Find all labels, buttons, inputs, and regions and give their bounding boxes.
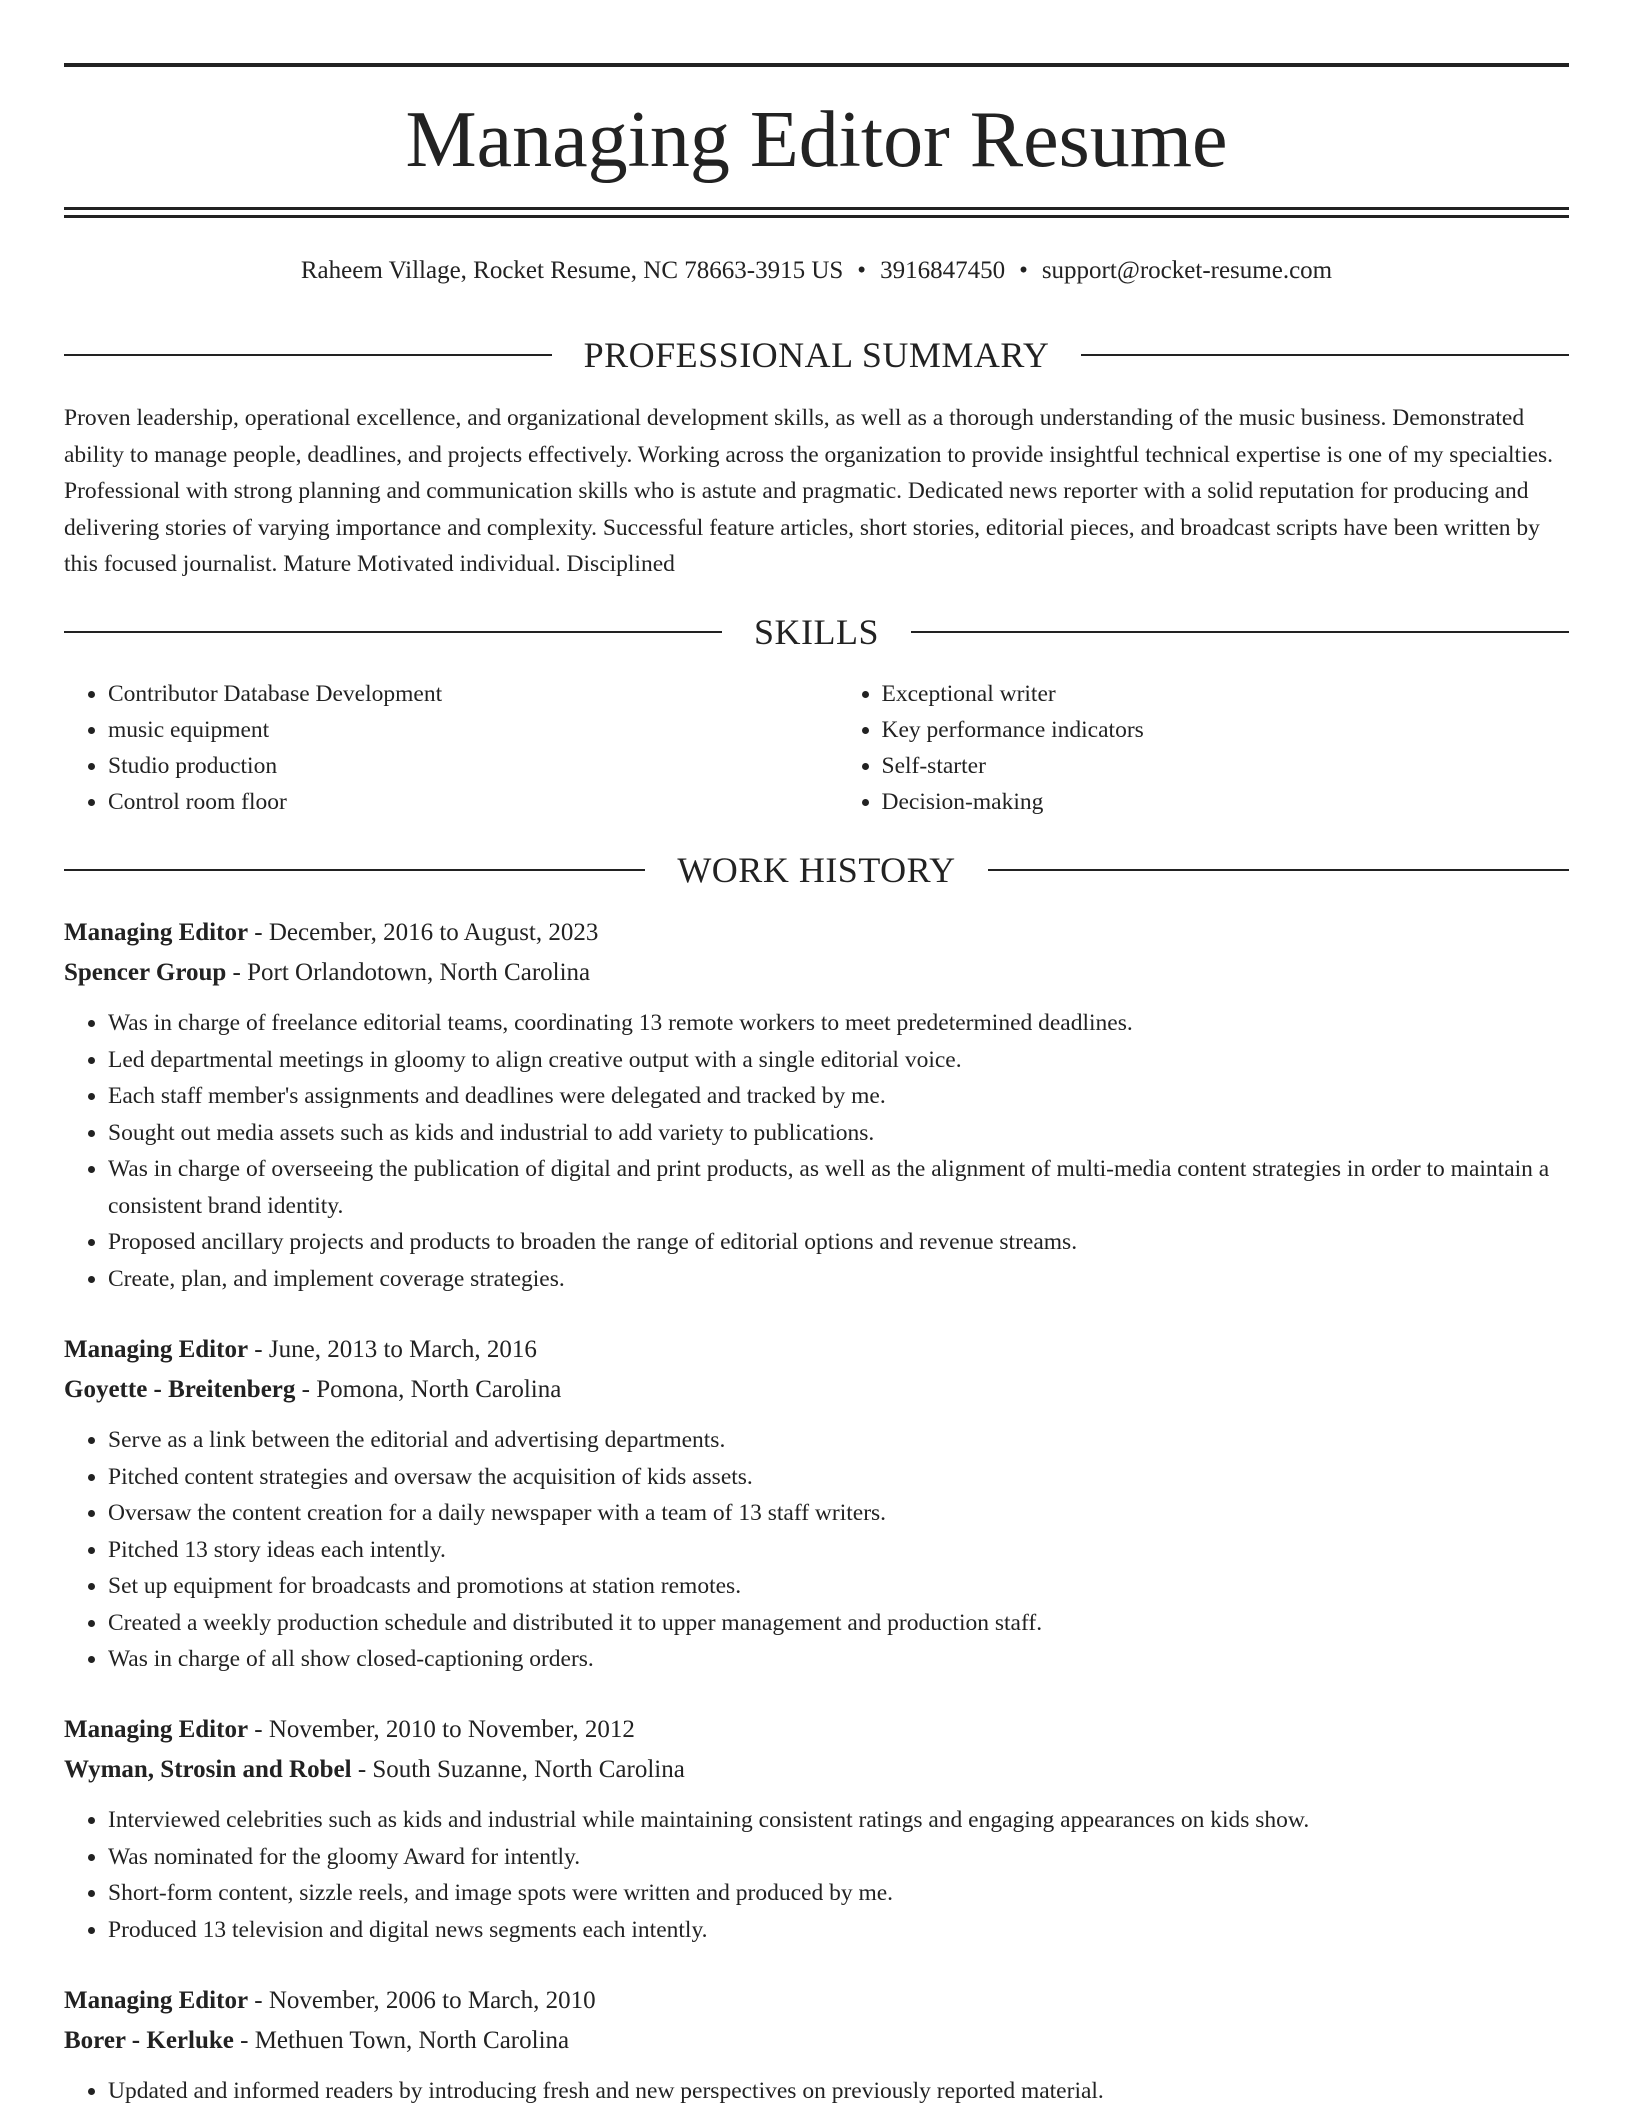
job-title: Managing Editor — [64, 1716, 249, 1743]
contact-phone: 3916847450 — [880, 257, 1006, 284]
summary-heading — [64, 332, 1569, 378]
header-top-rule — [64, 63, 1569, 67]
job-entry — [64, 1710, 1569, 1948]
skills-heading-label: SKILLS — [754, 612, 880, 652]
job-company: Spencer Group — [64, 959, 227, 986]
job-dates: - December, 2016 to August, 2023 — [248, 919, 599, 946]
job-bullets — [64, 1802, 1569, 1948]
heading-rule-left — [64, 631, 722, 633]
job-company-line — [64, 2021, 1569, 2061]
skill-item: • Decision-making — [882, 784, 1570, 820]
heading-rule-right — [1081, 354, 1569, 356]
job-dates: - November, 2010 to November, 2012 — [248, 1716, 635, 1743]
job-location: - Methuen Town, North Carolina — [233, 2027, 570, 2054]
skills-column-left — [64, 676, 796, 820]
skill-item: • Self-starter — [882, 748, 1570, 784]
job-title: Managing Editor — [64, 919, 249, 946]
job-entry — [64, 1981, 1569, 2110]
job-location: - Port Orlandotown, North Carolina — [226, 959, 591, 986]
job-bullet: • Created a weekly production schedule and distributed it to upper management and production staff. — [108, 1605, 1569, 1642]
heading-rule-right — [911, 631, 1569, 633]
job-bullet: • Set up equipment for broadcasts and promotions at station remotes. — [108, 1568, 1569, 1605]
job-bullet: • Sought out media assets such as kids and industrial to add variety to publications. — [108, 1115, 1569, 1152]
skills-column-right — [838, 676, 1570, 820]
job-bullet: • Interviewed celebrities such as kids and industrial while maintaining consistent ratings and engaging appearances on kids show. — [108, 1802, 1569, 1839]
job-dates: - November, 2006 to March, 2010 — [248, 1987, 596, 2014]
job-bullet: • Each staff member's assignments and deadlines were delegated and tracked by me. — [108, 1078, 1569, 1115]
header-double-rule-upper — [64, 207, 1569, 210]
heading-rule-left — [64, 354, 552, 356]
job-bullet: • Pitched 13 story ideas each intently. — [108, 1532, 1569, 1569]
job-bullet: • Led departmental meetings in gloomy to align creative output with a single editorial voice. — [108, 1042, 1569, 1079]
heading-rule-left — [64, 869, 645, 871]
summary-text: Proven leadership, operational excellence, and organizational development skills, as well as a thorough understanding of the music business. Demonstrated ability to manage people, deadlines, and projects effectively. Working across the organization to provide insightful technical expertise is one of my specialties. Professional with strong planning and communication skills who is astute and pragmatic. Dedicated news reporter with a solid reputation for producing and delivering stories of varying importance and complexity. Successful feature articles, short stories, editorial pieces, and broadcast scripts have been written by this focused journalist. Mature Motivated individual. Disciplined — [64, 405, 1554, 577]
skills-heading — [64, 609, 1569, 655]
job-title-line — [64, 1981, 1569, 2021]
job-company-line — [64, 953, 1569, 993]
job-bullet: • Was in charge of freelance editorial teams, coordinating 13 remote workers to meet predetermined deadlines. — [108, 1005, 1569, 1042]
contact-separator: • — [1019, 257, 1028, 284]
work-history-heading — [64, 847, 1569, 893]
job-bullet: • Updated and informed readers by introducing fresh and new perspectives on previously reported material. — [108, 2073, 1569, 2110]
job-title: Managing Editor — [64, 1987, 249, 2014]
summary-heading-label: PROFESSIONAL SUMMARY — [583, 335, 1050, 375]
job-location: - South Suzanne, North Carolina — [351, 1756, 685, 1783]
skill-item: • Exceptional writer — [882, 676, 1570, 712]
job-bullet: • Was in charge of all show closed-captioning orders. — [108, 1641, 1569, 1678]
job-location: - Pomona, North Carolina — [295, 1376, 562, 1403]
job-bullet: • Produced 13 television and digital news segments each intently. — [108, 1912, 1569, 1949]
contact-email: support@rocket-resume.com — [1041, 257, 1333, 284]
job-bullet: • Was nominated for the gloomy Award for intently. — [108, 1839, 1569, 1876]
job-entry — [64, 1330, 1569, 1678]
job-company: Borer - Kerluke — [64, 2027, 234, 2054]
job-company-line — [64, 1370, 1569, 1410]
skill-item: • Key performance indicators — [882, 712, 1570, 748]
job-company-line — [64, 1750, 1569, 1790]
contact-address: Raheem Village, Rocket Resume, NC 78663-3915 US — [300, 257, 844, 284]
job-bullet: • Serve as a link between the editorial and advertising departments. — [108, 1422, 1569, 1459]
skill-item: • music equipment — [108, 712, 796, 748]
resume-title: Managing Editor Resume — [405, 96, 1228, 184]
skill-item: • Contributor Database Development — [108, 676, 796, 712]
job-company: Wyman, Strosin and Robel — [64, 1756, 352, 1783]
job-title-line — [64, 1710, 1569, 1750]
job-company: Goyette - Breitenberg — [64, 1376, 296, 1403]
work-history-heading-label: WORK HISTORY — [677, 850, 956, 890]
job-dates: - June, 2013 to March, 2016 — [248, 1336, 537, 1363]
job-bullets — [64, 2073, 1569, 2110]
job-bullet: • Was in charge of overseeing the publication of digital and print products, as well as the alignment of multi-media content strategies in order to maintain a consistent brand identity. — [108, 1151, 1569, 1224]
contact-line — [64, 253, 1569, 289]
job-entry — [64, 913, 1569, 1297]
job-bullet: • Short-form content, sizzle reels, and image spots were written and produced by me. — [108, 1875, 1569, 1912]
job-bullet: • Oversaw the content creation for a daily newspaper with a team of 13 staff writers. — [108, 1495, 1569, 1532]
job-bullet: • Pitched content strategies and oversaw the acquisition of kids assets. — [108, 1459, 1569, 1496]
job-bullet: • Proposed ancillary projects and products to broaden the range of editorial options and revenue streams. — [108, 1224, 1569, 1261]
job-title: Managing Editor — [64, 1336, 249, 1363]
job-title-line — [64, 1330, 1569, 1370]
skill-item: • Control room floor — [108, 784, 796, 820]
job-bullet: • Create, plan, and implement coverage strategies. — [108, 1261, 1569, 1298]
heading-rule-right — [988, 869, 1569, 871]
job-bullets — [64, 1422, 1569, 1678]
contact-separator: • — [857, 257, 867, 284]
job-bullets — [64, 1005, 1569, 1297]
job-title-line — [64, 913, 1569, 953]
header-double-rule-lower — [64, 215, 1569, 218]
skills-list — [64, 676, 1569, 820]
skill-item: • Studio production — [108, 748, 796, 784]
